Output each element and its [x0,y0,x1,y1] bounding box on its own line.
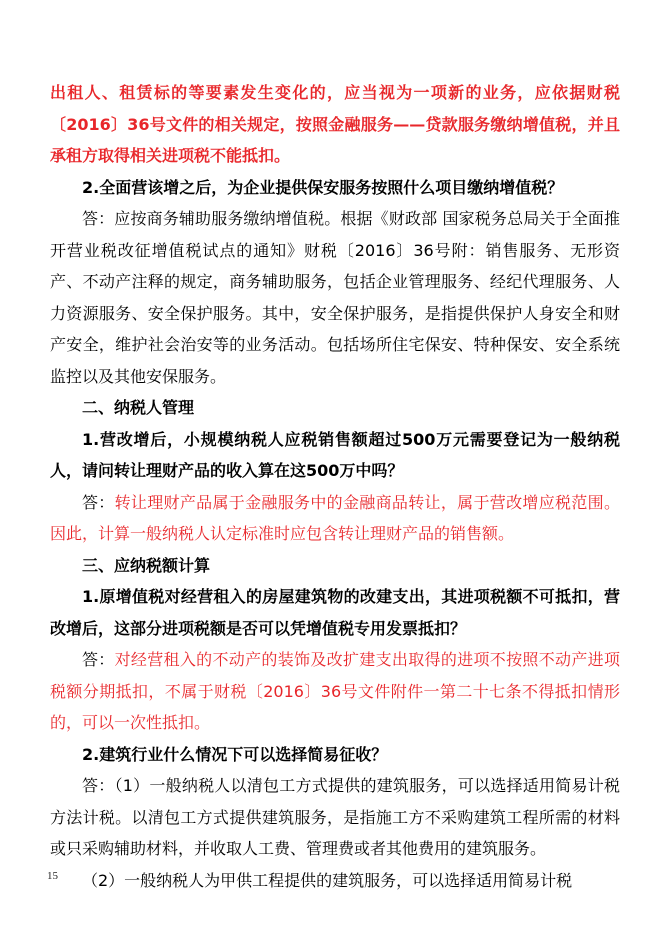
answer-prefix: 答： [82,650,115,669]
answer-security-service: 答：应按商务辅助服务缴纳增值税。根据《财政部 国家税务总局关于全面推开营业税改征增值税试点的通知》财税〔2016〕36号附：销售服务、无形资产、不动产注释的规定，商务辅助服务，包括企业管理服务、经纪代理服务、人力资源服务、安全保护服务。其中，安全保护服务，是指提供保护人身安全和财产安全，维护社会治安等的业务活动。包括场所住宅保安、特种保安、安全系统监控以及其他安保服务。 [50,209,620,386]
section-tax-calculation: 三、应纳税额计算 [82,555,211,575]
answer-simplified-collection-1: 答：（1）一般纳税人以清包工方式提供的建筑服务，可以选择适用简易计税方法计税。以清包工方式提供建筑服务，是指施工方不采购建筑工程所需的材料或只采购辅助材料，并收取人工费、管理费或者其他费用的建筑服务。 [50,776,620,858]
answer-financial-products-text: 转让理财产品属于金融服务中的金融商品转让，属于营改增应税范围。因此，计算一般纳税人认定标准时应包含转让理财产品的销售额。 [50,492,620,543]
answer-prefix: 答： [82,492,115,512]
answer-renovation-expense-text: 对经营租入的不动产的装饰及改扩建支出取得的进项不按照不动产进项税额分期抵扣，不属于财税〔2016〕36号文件附件一第二十七条不得抵扣情形的，可以一次性抵扣。 [50,650,620,732]
question-security-service: 2.全面营该增之后，为企业提供保安服务按照什么项目缴纳增值税？ [82,177,564,197]
question-renovation-expense: 1.原增值税对经营租入的房屋建筑物的改建支出，其进项税额不可抵扣，营改增后，这部分进项税额是否可以凭增值税专用发票抵扣？ [50,587,620,638]
answer-renovation-expense [50,644,620,739]
answer-simplified-collection-2: （2）一般纳税人为甲供工程提供的建筑服务，可以选择适用简易计税 [82,870,573,890]
page-number: 15 [47,870,58,882]
answer-financial-products [50,487,620,550]
document-body [50,77,620,896]
section-taxpayer-management: 二、纳税人管理 [82,398,195,417]
paragraph-lease-change: 出租人、租赁标的等要素发生变化的，应当视为一项新的业务，应依据财税〔2016〕36号文件的相关规定，按照金融服务——贷款服务缴纳增值税，并且承租方取得相关进项税不能抵扣。 [50,83,620,165]
question-simplified-collection: 2.建筑行业什么情况下可以选择简易征收？ [82,744,388,764]
question-small-scale-taxpayer: 1.营改增后，小规模纳税人应税销售额超过500万元需要登记为一般纳税人，请问转让理财产品的收入算在这500万中吗？ [50,429,620,480]
